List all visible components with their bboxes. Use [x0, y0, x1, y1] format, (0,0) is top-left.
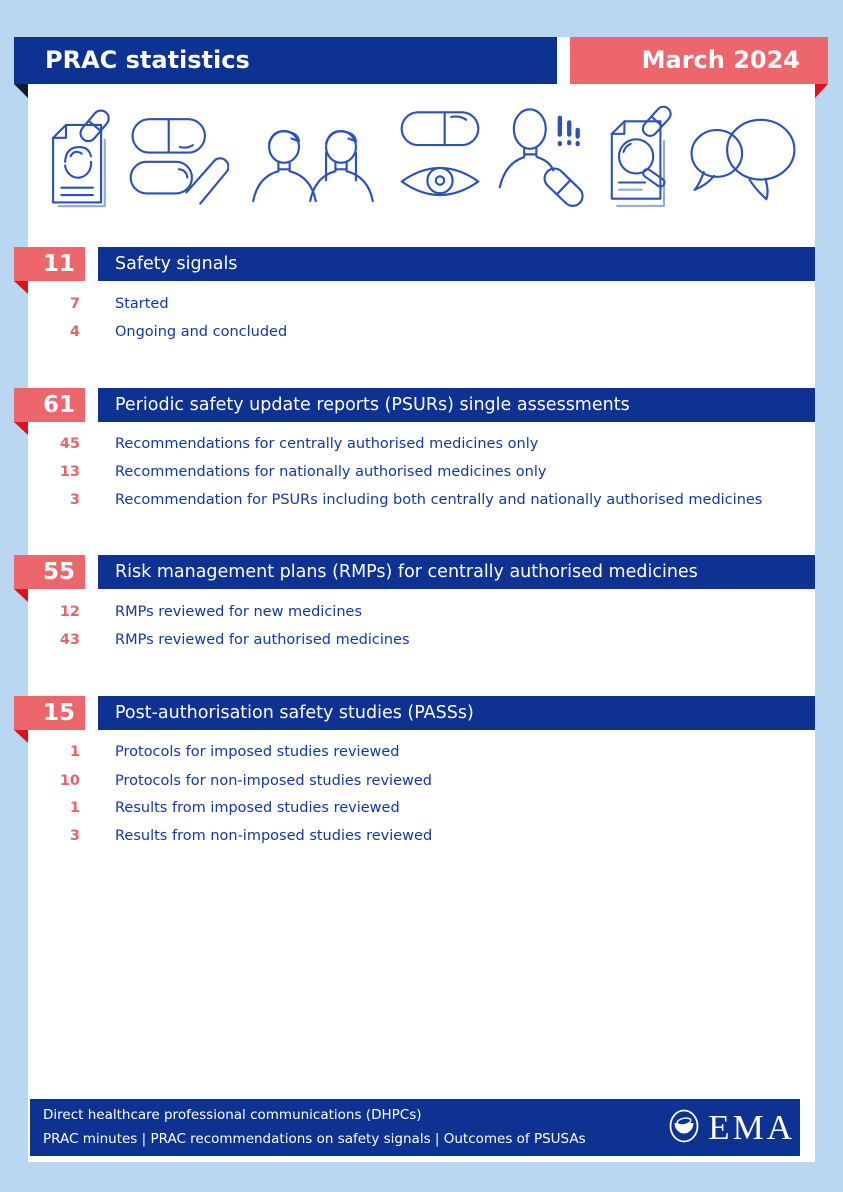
stat-value: 4	[69, 324, 80, 340]
patient-alert-capsule-icon	[496, 101, 588, 219]
stat-row	[0, 630, 843, 650]
section-header: Risk management plans (RMPs) for centrally authorised medicines	[98, 555, 815, 589]
stat-label: Recommendations for centrally authorised medicines only	[115, 436, 539, 452]
stat-row	[0, 322, 843, 342]
stat-value: 3	[69, 492, 80, 508]
date-badge: March 2024	[570, 37, 828, 84]
footer-bar	[30, 1099, 800, 1156]
stat-row	[0, 434, 843, 454]
stat-value: 3	[69, 828, 80, 844]
section-header: Post-authorisation safety studies (PASSs)	[98, 696, 815, 730]
stat-row	[0, 490, 843, 510]
stat-row	[0, 798, 843, 818]
section-total-badge: 55	[14, 555, 85, 589]
section-header: Periodic safety update reports (PSURs) single assessments	[98, 388, 815, 422]
ribbon-fold	[14, 281, 28, 294]
footer-link-dhpcs[interactable]: Direct healthcare professional communications (DHPCs)	[43, 1107, 422, 1123]
stat-row	[0, 826, 843, 846]
stat-value: 7	[69, 296, 80, 312]
ema-emblem-icon	[668, 1108, 700, 1148]
stat-value: 13	[59, 464, 80, 480]
ribbon-fold-left	[14, 84, 28, 98]
section-total-badge: 11	[14, 247, 85, 281]
stat-label: Recommendation for PSURs including both centrally and nationally authorised medicines	[115, 492, 763, 508]
stat-row	[0, 602, 843, 622]
page-title: PRAC statistics	[14, 37, 557, 84]
ema-logo	[668, 1105, 795, 1150]
footer-links	[43, 1107, 586, 1148]
stat-label: Recommendations for nationally authorised medicines only	[115, 464, 547, 480]
stat-value: 1	[69, 744, 80, 760]
stat-label: Started	[115, 296, 169, 312]
stat-value: 45	[59, 436, 80, 452]
stat-label: Results from imposed studies reviewed	[115, 800, 400, 816]
stat-value: 1	[69, 800, 80, 816]
ribbon-fold-right	[815, 84, 828, 98]
stat-label: RMPs reviewed for authorised medicines	[115, 632, 410, 648]
stat-value: 12	[59, 604, 80, 620]
stat-row	[0, 771, 843, 791]
section-header: Safety signals	[98, 247, 815, 281]
report-magnifier-pill-icon	[601, 101, 673, 219]
hand-capsule-icon	[127, 110, 229, 210]
footer-link-row[interactable]: PRAC minutes | PRAC recommendations on safety signals | Outcomes of PSUSAs	[43, 1131, 586, 1147]
ribbon-fold	[14, 589, 28, 602]
speech-bubbles-icon	[686, 109, 800, 211]
stat-label: Protocols for imposed studies reviewed	[115, 744, 400, 760]
icon-band	[42, 98, 800, 222]
stat-label: Protocols for non-imposed studies reviewed	[115, 773, 432, 789]
section-total-badge: 15	[14, 696, 85, 730]
stat-row	[0, 294, 843, 314]
capsule-eye-icon	[397, 104, 483, 216]
stat-label: Results from non-imposed studies reviewed	[115, 828, 433, 844]
stat-label: Ongoing and concluded	[115, 324, 288, 340]
stat-label: RMPs reviewed for new medicines	[115, 604, 362, 620]
report-person-pill-icon	[42, 104, 114, 216]
stat-value: 10	[59, 773, 80, 789]
section-total-badge: 61	[14, 388, 85, 422]
stat-row	[0, 462, 843, 482]
stat-value: 43	[59, 632, 80, 648]
patients-icon	[242, 104, 384, 216]
ema-logo-text: EMA	[708, 1108, 795, 1147]
stat-row	[0, 742, 843, 762]
